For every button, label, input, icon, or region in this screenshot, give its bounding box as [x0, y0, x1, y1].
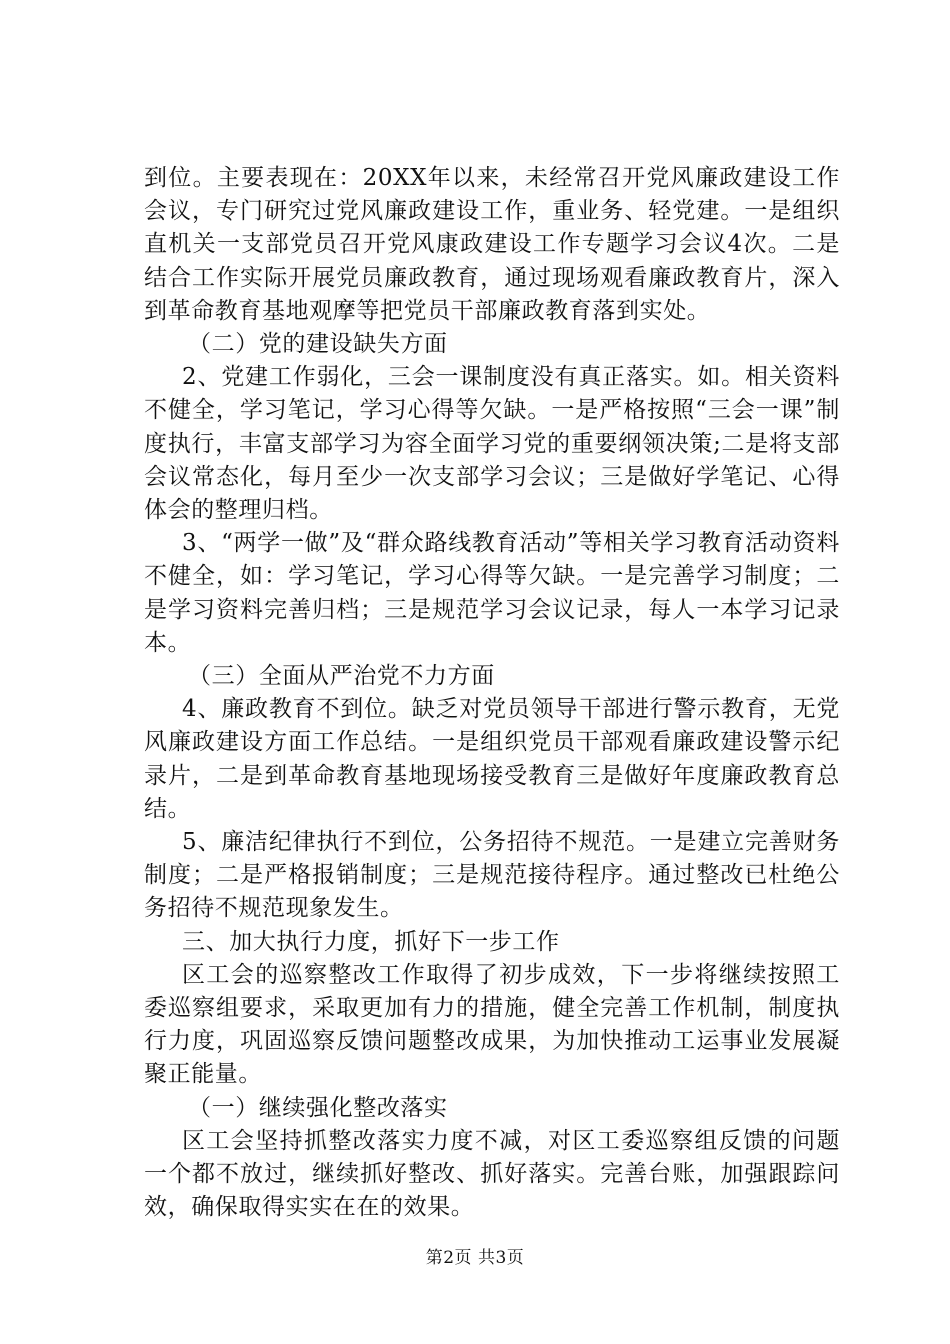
- section-heading-1: （一）继续强化整改落实: [188, 1094, 448, 1121]
- section-heading-part-3: 三、加大执行力度，抓好下一步工作: [182, 928, 560, 955]
- paragraph-1: 到位。主要表现在：20XX年以来，未经常召开党风廉政建设工作会议，专门研究过党风廉政建设工作，重业务、轻党建。一是组织直机关一支部党员召开党风康政建设工作专题学习会议4次。二是结合工作实际开展党员廉政教育，通过现场观看廉政教育片，深入到革命教育基地观摩等把党员干部廉政教育落到实处。: [144, 165, 840, 324]
- document-body: [144, 162, 840, 1225]
- paragraph-item-3: 3、“两学一做”及“群众路线教育活动”等相关学习教育活动资料不健全，如：学习笔记，学习心得等欠缺。一是完善学习制度；二是学习资料完善归档；三是规范学习会议记录，每人一本学习记录本。: [144, 530, 840, 656]
- paragraph-next-steps: 区工会的巡察整改工作取得了初步成效，下一步将继续按照工委巡察组要求，采取更加有力的措施，健全完善工作机制，制度执行力度，巩固巡察反馈问题整改成果，为加快推动工运事业发展凝聚正能量。: [144, 961, 840, 1088]
- paragraph-item-5: 5、廉洁纪律执行不到位，公务招待不规范。一是建立完善财务制度；二是严格报销制度；三是规范接待程序。通过整改已杜绝公务招待不规范现象发生。: [144, 829, 840, 922]
- page-number-footer: 第2页 共3页: [425, 1248, 525, 1268]
- paragraph-rectification: 区工会坚持抓整改落实力度不减，对区工委巡察组反馈的问题一个都不放过，继续抓好整改、抓好落实。完善台账，加强跟踪问效，确保取得实实在在的效果。: [144, 1127, 840, 1221]
- section-heading-2: （二）党的建设缺失方面: [188, 331, 448, 358]
- paragraph-item-2: 2、党建工作弱化，三会一课制度没有真正落实。如。相关资料不健全，学习笔记，学习心得等欠缺。一是严格按照“三会一课”制度执行，丰富支部学习为容全面学习党的重要纲领决策;二是将支部会议常态化，每月至少一次支部学习会议；三是做好学笔记、心得体会的整理归档。: [144, 364, 840, 524]
- section-heading-3: （三）全面从严治党不力方面: [188, 663, 495, 690]
- paragraph-item-4: 4、廉政教育不到位。缺乏对党员领导干部进行警示教育，无党风廉政建设方面工作总结。一是组织党员干部观看廉政建设警示纪录片，二是到革命教育基地现场接受教育三是做好年度廉政教育总结。: [144, 696, 840, 822]
